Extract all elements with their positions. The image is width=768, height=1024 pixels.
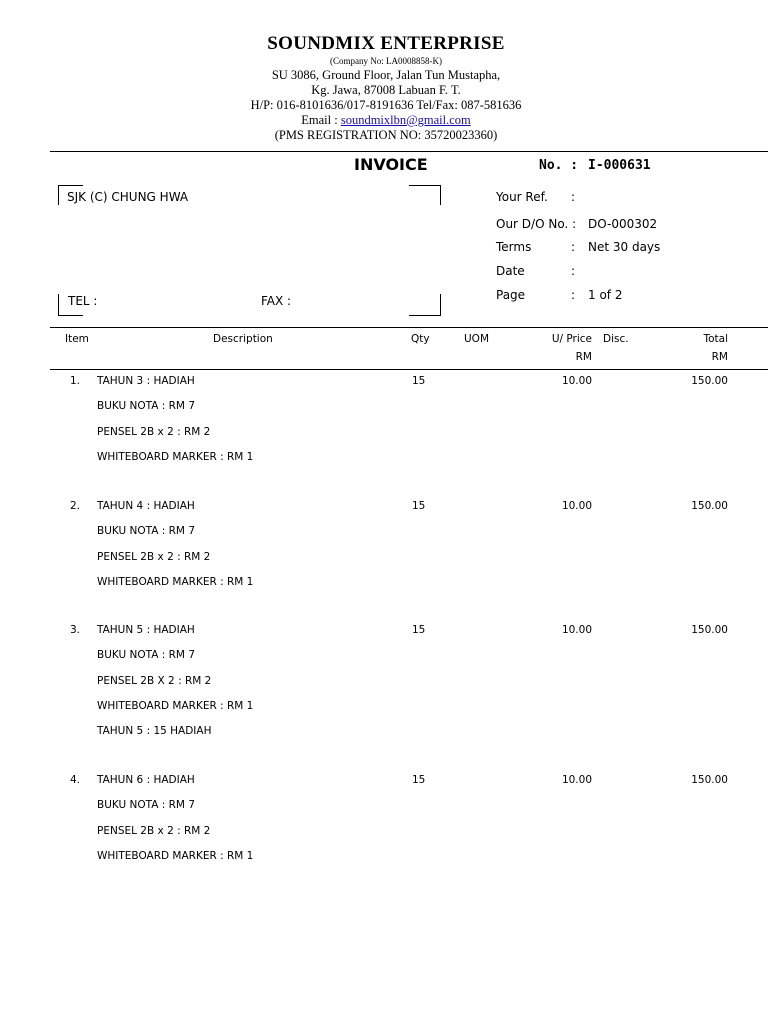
address-box-corner-bottom-right: [409, 294, 441, 316]
column-header-total-currency: RM: [711, 351, 728, 363]
meta-label-page: Page: [496, 288, 526, 302]
company-reg-no: (Company No: LA0008858-K): [330, 56, 442, 66]
item-unit-price: 10.00: [561, 624, 592, 636]
column-header-unit-price: U/ Price: [551, 333, 592, 345]
item-number: 2.: [69, 500, 80, 512]
meta-label-your-ref: Your Ref.: [496, 190, 548, 204]
column-header-uom: UOM: [464, 333, 490, 345]
company-address-line2: Kg. Jawa, 87008 Labuan F. T.: [311, 83, 461, 97]
customer-name: SJK (C) CHUNG HWA: [67, 190, 189, 204]
meta-value-terms: Net 30 days: [588, 240, 661, 254]
item-description-line: TAHUN 4 : HADIAH: [97, 500, 195, 512]
item-description-line: PENSEL 2B x 2 : RM 2: [97, 426, 211, 438]
item-description-line: WHITEBOARD MARKER : RM 1: [97, 850, 254, 862]
item-description-line: BUKU NOTA : RM 7: [97, 400, 196, 412]
item-description-line: WHITEBOARD MARKER : RM 1: [97, 700, 254, 712]
item-qty: 15: [412, 375, 426, 387]
invoice-title: INVOICE: [354, 155, 428, 174]
invoice-no-value: I-000631: [588, 158, 651, 173]
company-address-line1: SU 3086, Ground Floor, Jalan Tun Mustapha,: [271, 68, 501, 82]
item-total: 150.00: [691, 500, 728, 512]
item-description-line: TAHUN 6 : HADIAH: [97, 774, 195, 786]
item-number: 3.: [69, 624, 80, 636]
address-box-corner-top-right: [409, 185, 441, 205]
item-description-line: TAHUN 5 : HADIAH: [97, 624, 195, 636]
customer-tel-label: TEL :: [68, 294, 98, 308]
item-number: 4.: [69, 774, 80, 786]
customer-fax-label: FAX :: [261, 294, 292, 308]
item-description-line: BUKU NOTA : RM 7: [97, 649, 196, 661]
item-description-line: WHITEBOARD MARKER : RM 1: [97, 576, 254, 588]
meta-colon: :: [571, 240, 576, 254]
column-header-total: Total: [703, 333, 728, 345]
column-header-disc: Disc.: [603, 333, 629, 345]
item-qty: 15: [412, 774, 426, 786]
item-description-line: PENSEL 2B X 2 : RM 2: [97, 675, 212, 687]
table-header-bottom-rule: [50, 369, 768, 370]
header-divider: [50, 151, 768, 152]
item-description-line: BUKU NOTA : RM 7: [97, 799, 196, 811]
table-header-top-rule: [50, 327, 768, 328]
item-description-line: TAHUN 3 : HADIAH: [97, 375, 195, 387]
meta-value-do-no: DO-000302: [588, 217, 658, 231]
email-label: Email :: [301, 113, 341, 127]
invoice-no-label: No. :: [539, 158, 579, 173]
meta-label-terms: Terms: [496, 240, 532, 254]
item-total: 150.00: [691, 375, 728, 387]
column-header-item: Item: [65, 333, 89, 345]
email-link[interactable]: soundmixlbn@gmail.com: [340, 113, 471, 127]
item-qty: 15: [412, 500, 426, 512]
item-description-line: PENSEL 2B x 2 : RM 2: [97, 551, 211, 563]
item-unit-price: 10.00: [561, 774, 592, 786]
item-total: 150.00: [691, 774, 728, 786]
company-email-row: [0, 113, 768, 128]
column-header-description: Description: [213, 333, 273, 345]
meta-label-date: Date: [496, 264, 525, 278]
meta-colon: :: [571, 264, 576, 278]
column-header-unit-price-currency: RM: [575, 351, 592, 363]
meta-label-do-no: Our D/O No. :: [496, 217, 577, 231]
item-unit-price: 10.00: [561, 500, 592, 512]
item-number: 1.: [69, 375, 80, 387]
item-description-line: TAHUN 5 : 15 HADIAH: [97, 725, 212, 737]
column-header-qty: Qty: [411, 333, 430, 345]
pms-registration: (PMS REGISTRATION NO: 35720023360): [274, 128, 498, 142]
item-total: 150.00: [691, 624, 728, 636]
item-description-line: PENSEL 2B x 2 : RM 2: [97, 825, 211, 837]
company-phone: H/P: 016-8101636/017-8191636 Tel/Fax: 087-581636: [250, 98, 522, 112]
item-description-line: BUKU NOTA : RM 7: [97, 525, 196, 537]
item-description-line: WHITEBOARD MARKER : RM 1: [97, 451, 254, 463]
meta-colon: :: [571, 288, 576, 302]
meta-value-page: 1 of 2: [588, 288, 623, 302]
meta-colon: :: [571, 190, 576, 204]
item-qty: 15: [412, 624, 426, 636]
item-unit-price: 10.00: [561, 375, 592, 387]
company-name: SOUNDMIX ENTERPRISE: [267, 33, 505, 54]
